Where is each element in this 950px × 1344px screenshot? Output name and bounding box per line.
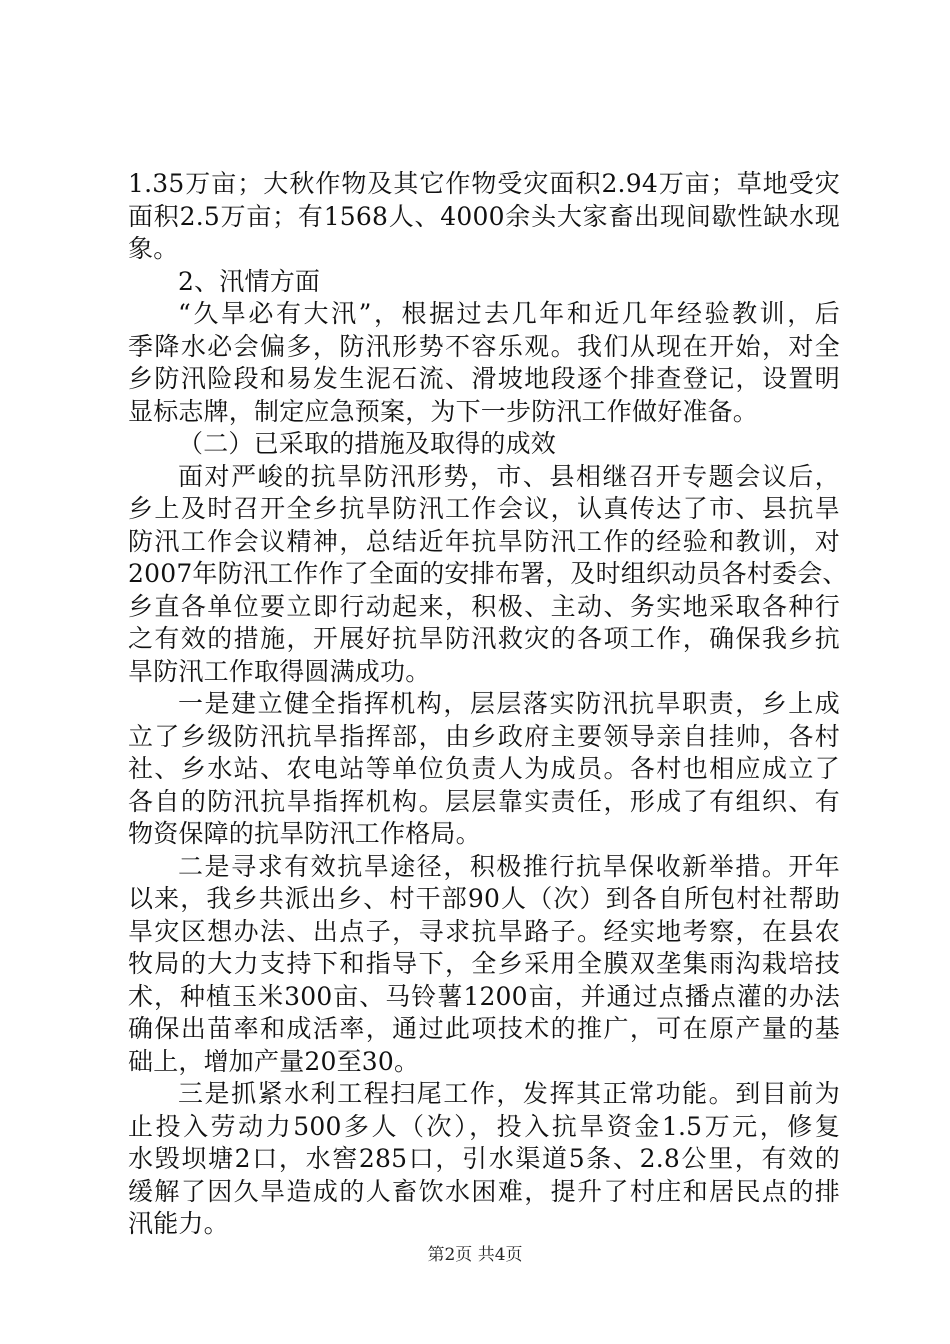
text-line: 社、乡水站、农电站等单位负责人为成员。各村也相应成立了 <box>128 754 840 783</box>
text-line: 三是抓紧水利工程扫尾工作，发挥其正常功能。到目前为 <box>178 1079 840 1108</box>
text-line: 象。 <box>128 234 179 263</box>
text-line: 显标志牌，制定应急预案，为下一步防汛工作做好准备。 <box>128 396 759 426</box>
text-line: 牧局的大力支持下和指导下，全乡采用全膜双垄集雨沟栽培技 <box>128 949 840 978</box>
text-line: 面对严峻的抗旱防汛形势，市、县相继召开专题会议后， <box>178 461 840 491</box>
text-line: 一是建立健全指挥机构，层层落实防汛抗旱职责，乡上成 <box>178 689 840 718</box>
text-line: 面积2.5万亩；有1568人、4000余头大家畜出现间歇性缺水现 <box>128 201 840 231</box>
text-line: 2007年防汛工作作了全面的安排布署，及时组织动员各村委会、 <box>128 559 848 588</box>
text-line: 之有效的措施，开展好抗旱防汛救灾的各项工作，确保我乡抗 <box>128 624 840 653</box>
text-line: 确保出苗率和成活率，通过此项技术的推广，可在原产量的基 <box>128 1014 840 1043</box>
text-line: 二是寻求有效抗旱途径，积极推行抗旱保收新举措。开年 <box>178 851 840 881</box>
text-line: 础上，增加产量20至30。 <box>128 1046 420 1076</box>
text-line: 乡直各单位要立即行动起来，积极、主动、务实地采取各种行 <box>128 591 840 621</box>
text-line: 立了乡级防汛抗旱指挥部，由乡政府主要领导亲自挂帅，各村 <box>128 721 840 751</box>
text-line: 汛能力。 <box>128 1209 229 1238</box>
text-line: 物资保障的抗旱防汛工作格局。 <box>128 819 481 848</box>
text-line: 旱灾区想办法、出点子，寻求抗旱路子。经实地考察，在县农 <box>128 916 840 946</box>
text-line: 术，种植玉米300亩、马铃薯1200亩，并通过点播点灌的办法 <box>128 981 840 1011</box>
text-line: 旱防汛工作取得圆满成功。 <box>128 656 431 686</box>
text-line: 止投入劳动力500多人（次），投入抗旱资金1.5万元，修复 <box>128 1111 840 1141</box>
text-line: 以来，我乡共派出乡、村干部90人（次）到各自所包村社帮助 <box>128 884 840 913</box>
text-line: （二）已采取的措施及取得的成效 <box>178 429 557 458</box>
text-line: 季降水必会偏多，防汛形势不容乐观。我们从现在开始，对全 <box>128 331 840 361</box>
text-line: 水毁坝塘2口，水窖285口，引水渠道5条、2.8公里，有效的 <box>128 1144 840 1173</box>
text-line: 1.35万亩；大秋作物及其它作物受灾面积2.94万亩；草地受灾 <box>128 169 840 198</box>
document-body <box>128 168 848 1241</box>
text-line: 各自的防汛抗旱指挥机构。层层靠实责任，形成了有组织、有 <box>128 786 840 816</box>
text-line: 乡防汛险段和易发生泥石流、滑坡地段逐个排查登记，设置明 <box>128 364 840 393</box>
text-line: 防汛工作会议精神，总结近年抗旱防汛工作的经验和教训，对 <box>128 526 840 556</box>
text-line: 乡上及时召开全乡抗旱防汛工作会议，认真传达了市、县抗旱 <box>128 494 840 523</box>
text-line: “久旱必有大汛”，根据过去几年和近几年经验教训，后 <box>178 299 840 328</box>
text-line: 缓解了因久旱造成的人畜饮水困难，提升了村庄和居民点的排 <box>128 1176 840 1206</box>
page-footer: 第2页 共4页 <box>427 1245 523 1265</box>
text-line: 2、汛情方面 <box>178 266 321 296</box>
